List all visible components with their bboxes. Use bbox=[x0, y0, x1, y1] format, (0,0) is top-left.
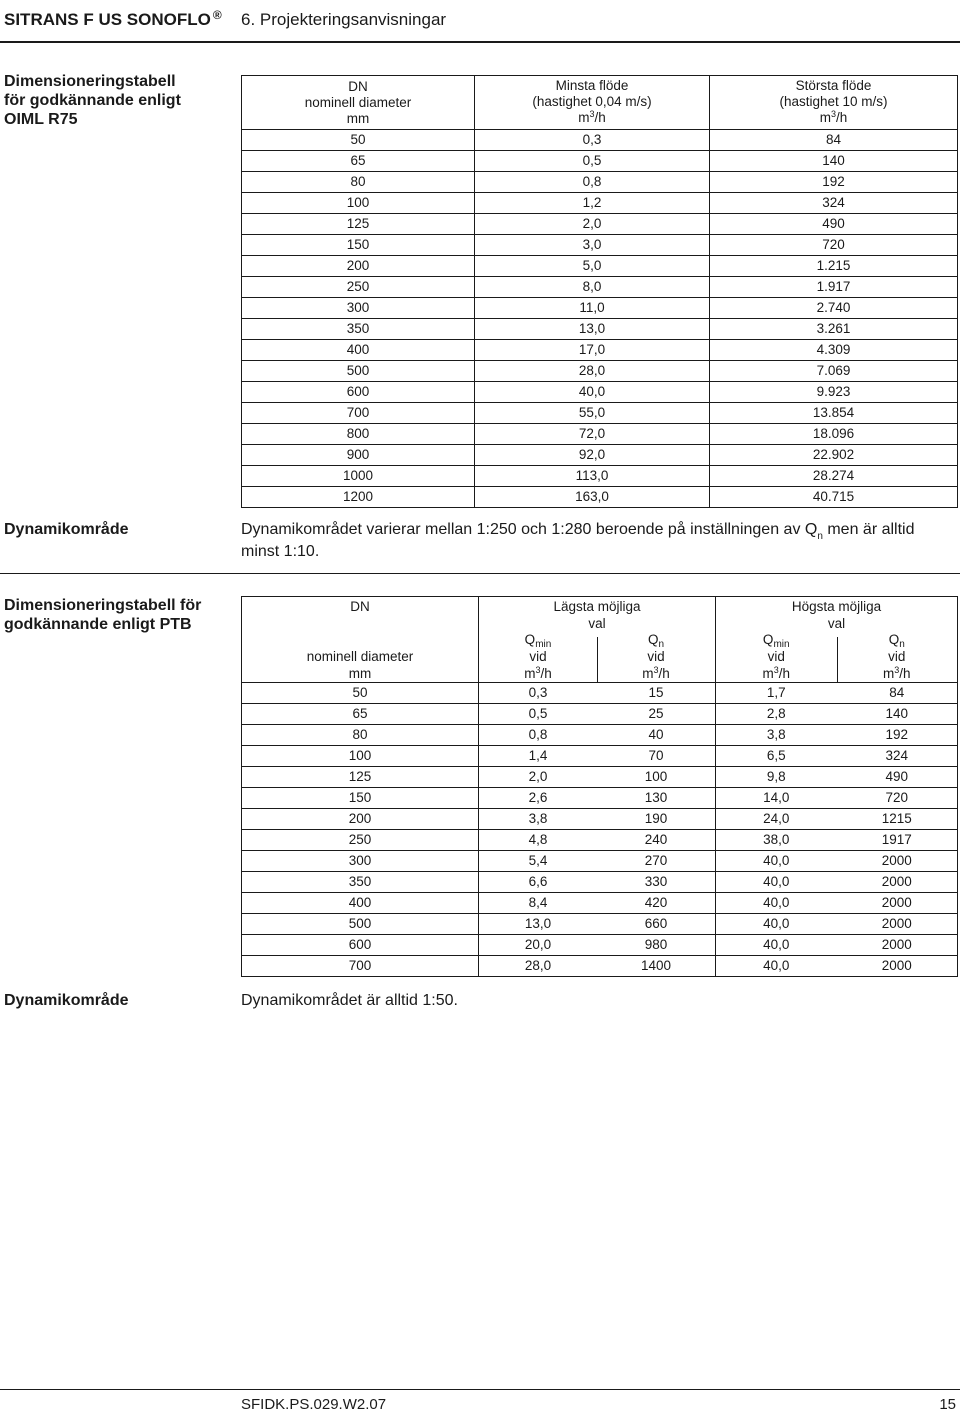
oiml-label-line: Dimensioneringstabell bbox=[4, 73, 176, 90]
qmin-header: $Q_{min}$ bbox=[524, 632, 552, 650]
header-line: nominell diameter bbox=[306, 649, 414, 664]
qmin-value: 38,0 bbox=[763, 832, 790, 847]
dn-cell: 400 bbox=[242, 893, 479, 914]
qn-value: 84 bbox=[889, 685, 905, 700]
qn-value: 980 bbox=[644, 937, 668, 952]
min-flow-cell: 2,0 bbox=[475, 214, 710, 235]
header-line: DN bbox=[348, 78, 368, 94]
qn-value: 1400 bbox=[640, 958, 672, 973]
min-flow-cell: 113,0 bbox=[475, 466, 710, 487]
qmin-value: 40,0 bbox=[763, 937, 790, 952]
lowest-values-cell bbox=[479, 704, 716, 725]
qn-value: 2000 bbox=[881, 937, 912, 952]
max-flow-cell: 40.715 bbox=[710, 487, 958, 508]
dn-cell: 125 bbox=[242, 214, 475, 235]
header-line: mm bbox=[346, 110, 370, 126]
lowest-value-header-cell bbox=[479, 597, 716, 683]
dn-cell: 500 bbox=[242, 914, 479, 935]
highest-values-cell bbox=[716, 767, 958, 788]
qn-value: 15 bbox=[648, 685, 664, 700]
qn-value: 130 bbox=[644, 790, 668, 805]
table-row bbox=[242, 683, 958, 704]
ptb-table bbox=[241, 596, 958, 977]
max-flow-cell: 28.274 bbox=[710, 466, 958, 487]
highest-values-cell bbox=[716, 914, 958, 935]
qn-value: 1215 bbox=[881, 811, 912, 826]
qmin-value: 5,4 bbox=[528, 853, 548, 868]
qmin-value: 2,0 bbox=[528, 769, 548, 784]
qn-value: 490 bbox=[885, 769, 909, 784]
oiml-section-label bbox=[4, 72, 181, 129]
table-row bbox=[242, 956, 958, 977]
unit-line: $m^3/h$ bbox=[882, 665, 911, 681]
lowest-values-cell bbox=[479, 935, 716, 956]
min-flow-cell: 5,0 bbox=[475, 256, 710, 277]
table-row bbox=[242, 767, 958, 788]
header-line: val bbox=[588, 616, 606, 631]
dn-cell: 1000 bbox=[242, 466, 475, 487]
min-flow-cell: 0,3 bbox=[475, 130, 710, 151]
dn-cell: 250 bbox=[242, 830, 479, 851]
highest-values-cell bbox=[716, 935, 958, 956]
table-row bbox=[242, 298, 958, 319]
table-row bbox=[242, 704, 958, 725]
dn-cell: 65 bbox=[242, 704, 479, 725]
qmin-value: 0,3 bbox=[528, 685, 548, 700]
dn-cell: 700 bbox=[242, 403, 475, 424]
registered-mark: ® bbox=[212, 8, 222, 22]
highest-values-cell bbox=[716, 956, 958, 977]
table-row bbox=[242, 319, 958, 340]
max-flow-cell: 9.923 bbox=[710, 382, 958, 403]
lowest-values-cell bbox=[479, 872, 716, 893]
unit-line: $m^3/h$ bbox=[524, 665, 552, 681]
dn-cell: 900 bbox=[242, 445, 475, 466]
max-flow-cell: 84 bbox=[710, 130, 958, 151]
dn-cell: 700 bbox=[242, 956, 479, 977]
min-flow-cell: 72,0 bbox=[475, 424, 710, 445]
table-row bbox=[242, 725, 958, 746]
oiml-label-line: OIML R75 bbox=[4, 111, 78, 128]
dn-cell: 400 bbox=[242, 340, 475, 361]
highest-value-header-cell bbox=[716, 597, 958, 683]
highest-values-cell bbox=[716, 830, 958, 851]
dn-cell: 80 bbox=[242, 172, 475, 193]
qn-value: 40 bbox=[648, 727, 664, 742]
table-row bbox=[242, 893, 958, 914]
dn-cell: 100 bbox=[242, 193, 475, 214]
qmin-value: 9,8 bbox=[766, 769, 786, 784]
qn-value: 2000 bbox=[881, 874, 912, 889]
dn-cell: 500 bbox=[242, 361, 475, 382]
max-flow-cell: 1.917 bbox=[710, 277, 958, 298]
dn-cell: 350 bbox=[242, 872, 479, 893]
qn-value: 140 bbox=[885, 706, 909, 721]
table-row bbox=[242, 851, 958, 872]
qmin-value: 0,8 bbox=[528, 727, 548, 742]
header-line: vid bbox=[647, 649, 665, 664]
unit-line: $m^3/h$ bbox=[642, 665, 670, 681]
header-line: (hastighet 0,04 m/s) bbox=[532, 94, 652, 109]
table-row bbox=[242, 466, 958, 487]
lowest-values-cell bbox=[479, 746, 716, 767]
min-flow-cell: 11,0 bbox=[475, 298, 710, 319]
table-row bbox=[242, 487, 958, 508]
highest-values-cell bbox=[716, 683, 958, 704]
lowest-values-cell bbox=[479, 914, 716, 935]
qn-value: 270 bbox=[644, 853, 668, 868]
highest-values-cell bbox=[716, 746, 958, 767]
footer-divider bbox=[0, 1389, 960, 1390]
header-line: mm bbox=[348, 666, 372, 681]
dn-cell: 200 bbox=[242, 809, 479, 830]
qn-value: 660 bbox=[644, 916, 668, 931]
qn-value: 720 bbox=[885, 790, 909, 805]
header-line: nominell diameter bbox=[304, 94, 412, 110]
ptb-label-line: godkännande enligt PTB bbox=[4, 616, 192, 633]
qn-value: 240 bbox=[644, 832, 668, 847]
dn-cell: 50 bbox=[242, 130, 475, 151]
dn-cell: 65 bbox=[242, 151, 475, 172]
qmin-header: $Q_{min}$ bbox=[762, 632, 790, 650]
table-row bbox=[242, 445, 958, 466]
qmin-value: 8,4 bbox=[528, 895, 548, 910]
max-flow-cell: 192 bbox=[710, 172, 958, 193]
max-flow-cell: 140 bbox=[710, 151, 958, 172]
qmin-value: 1,4 bbox=[528, 748, 548, 763]
qn-header: $Q_n$ bbox=[647, 632, 665, 650]
table-row bbox=[242, 424, 958, 445]
qn-value: 2000 bbox=[881, 853, 912, 868]
dynamic-range-text bbox=[241, 520, 957, 562]
qmin-value: 6,5 bbox=[766, 748, 786, 763]
qmin-value: 14,0 bbox=[763, 790, 790, 805]
min-flow-cell: 0,8 bbox=[475, 172, 710, 193]
oiml-label-line: för godkännande enligt bbox=[4, 92, 181, 109]
table-header-row bbox=[242, 597, 958, 683]
dn-cell: 600 bbox=[242, 935, 479, 956]
dn-cell: 800 bbox=[242, 424, 475, 445]
dn-cell: 150 bbox=[242, 235, 475, 256]
header-divider bbox=[0, 41, 960, 43]
header-line: vid bbox=[767, 649, 785, 664]
document-code: SFIDK.PS.029.W2.07 bbox=[241, 1396, 387, 1413]
header-line: Högsta möjliga bbox=[791, 599, 882, 614]
lowest-values-cell bbox=[479, 809, 716, 830]
dn-header-cell bbox=[242, 76, 475, 130]
ptb-label-line: Dimensioneringstabell för bbox=[4, 597, 202, 614]
lowest-values-cell bbox=[479, 683, 716, 704]
qn-value: 2000 bbox=[881, 958, 912, 973]
table-row bbox=[242, 193, 958, 214]
dynamic-range-text-2: Dynamikområdet är alltid 1:50. bbox=[241, 992, 458, 1009]
dn-cell: 350 bbox=[242, 319, 475, 340]
qmin-value: 40,0 bbox=[763, 916, 790, 931]
qmin-value: 40,0 bbox=[763, 895, 790, 910]
max-flow-cell: 720 bbox=[710, 235, 958, 256]
header-line: Minsta flöde bbox=[555, 78, 629, 93]
dn-cell: 100 bbox=[242, 746, 479, 767]
min-flow-header-cell bbox=[475, 76, 710, 130]
dn-cell: 200 bbox=[242, 256, 475, 277]
qn-value: 324 bbox=[885, 748, 909, 763]
table-row bbox=[242, 172, 958, 193]
max-flow-cell: 4.309 bbox=[710, 340, 958, 361]
header-line: Lägsta möjliga bbox=[553, 599, 641, 614]
qn-value: 25 bbox=[648, 706, 664, 721]
qmin-value: 20,0 bbox=[524, 937, 552, 952]
min-flow-cell: 17,0 bbox=[475, 340, 710, 361]
min-flow-cell: 1,2 bbox=[475, 193, 710, 214]
dn-cell: 1200 bbox=[242, 487, 475, 508]
dynamic-range-label-2: Dynamikområde bbox=[4, 992, 129, 1009]
min-flow-cell: 0,5 bbox=[475, 151, 710, 172]
qn-value: 2000 bbox=[881, 895, 912, 910]
lowest-values-cell bbox=[479, 725, 716, 746]
lowest-values-cell bbox=[479, 893, 716, 914]
header-line: DN bbox=[350, 599, 370, 614]
table-row bbox=[242, 130, 958, 151]
min-flow-cell: 163,0 bbox=[475, 487, 710, 508]
max-flow-header-cell bbox=[710, 76, 958, 130]
min-flow-cell: 92,0 bbox=[475, 445, 710, 466]
qn-value: 190 bbox=[644, 811, 668, 826]
highest-values-cell bbox=[716, 851, 958, 872]
qmin-value: 1,7 bbox=[766, 685, 786, 700]
dn-cell: 80 bbox=[242, 725, 479, 746]
table-row bbox=[242, 746, 958, 767]
lowest-values-cell bbox=[479, 767, 716, 788]
lowest-values-cell bbox=[479, 830, 716, 851]
qn-value: 420 bbox=[644, 895, 668, 910]
min-flow-cell: 13,0 bbox=[475, 319, 710, 340]
table-row bbox=[242, 830, 958, 851]
min-flow-cell: 3,0 bbox=[475, 235, 710, 256]
header-line: val bbox=[827, 616, 846, 631]
qmin-value: 13,0 bbox=[524, 916, 552, 931]
highest-values-cell bbox=[716, 725, 958, 746]
dn-cell: 600 bbox=[242, 382, 475, 403]
table-header-row bbox=[242, 76, 958, 130]
dn-cell: 300 bbox=[242, 851, 479, 872]
table-row bbox=[242, 151, 958, 172]
qmin-value: 40,0 bbox=[763, 874, 790, 889]
qmin-value: 40,0 bbox=[763, 853, 790, 868]
header-line: vid bbox=[529, 649, 547, 664]
oiml-table bbox=[241, 75, 958, 508]
table-row bbox=[242, 277, 958, 298]
qn-header: $Q_n$ bbox=[888, 632, 905, 650]
dynamic-range-line2: minst 1:10. bbox=[241, 543, 320, 560]
qmin-value: 4,8 bbox=[528, 832, 548, 847]
max-flow-cell: 324 bbox=[710, 193, 958, 214]
product-name: SITRANS F US SONOFLO ® bbox=[4, 8, 222, 29]
qn-value: 192 bbox=[885, 727, 909, 742]
min-flow-cell: 55,0 bbox=[475, 403, 710, 424]
unit-line: $m^3/h$ bbox=[819, 109, 848, 125]
table-row bbox=[242, 935, 958, 956]
qmin-value: 0,5 bbox=[528, 706, 548, 721]
max-flow-cell: 18.096 bbox=[710, 424, 958, 445]
table-row bbox=[242, 235, 958, 256]
qn-value: 2000 bbox=[881, 916, 912, 931]
dn-cell: 50 bbox=[242, 683, 479, 704]
qmin-value: 3,8 bbox=[766, 727, 786, 742]
max-flow-cell: 2.740 bbox=[710, 298, 958, 319]
chapter-title: 6. Projekteringsanvisningar bbox=[241, 10, 447, 29]
table-row bbox=[242, 788, 958, 809]
header-line: vid bbox=[888, 649, 906, 664]
qn-value: 100 bbox=[644, 769, 668, 784]
max-flow-cell: 3.261 bbox=[710, 319, 958, 340]
min-flow-cell: 28,0 bbox=[475, 361, 710, 382]
table-row bbox=[242, 214, 958, 235]
qn-value: 1917 bbox=[881, 832, 912, 847]
qmin-value: 28,0 bbox=[524, 958, 552, 973]
qmin-value: 3,8 bbox=[528, 811, 548, 826]
lowest-values-cell bbox=[479, 851, 716, 872]
qmin-value: 2,6 bbox=[528, 790, 548, 805]
min-flow-cell: 8,0 bbox=[475, 277, 710, 298]
table-row bbox=[242, 256, 958, 277]
unit-line: $m^3/h$ bbox=[578, 109, 606, 125]
min-flow-cell: 40,0 bbox=[475, 382, 710, 403]
table-row bbox=[242, 361, 958, 382]
page-number: 15 bbox=[939, 1396, 956, 1413]
max-flow-cell: 22.902 bbox=[710, 445, 958, 466]
qn-value: 70 bbox=[648, 748, 664, 763]
highest-values-cell bbox=[716, 872, 958, 893]
lowest-values-cell bbox=[479, 788, 716, 809]
dn-header-cell bbox=[242, 597, 479, 683]
lowest-values-cell bbox=[479, 956, 716, 977]
qmin-value: 6,6 bbox=[528, 874, 548, 889]
table-row bbox=[242, 872, 958, 893]
max-flow-cell: 490 bbox=[710, 214, 958, 235]
max-flow-cell: 13.854 bbox=[710, 403, 958, 424]
page-header bbox=[0, 10, 960, 32]
highest-values-cell bbox=[716, 788, 958, 809]
ptb-section-label bbox=[4, 596, 201, 634]
dynamic-range-line1: Dynamikområdet varierar mellan 1:250 och 1:280 beroende på inställningen av $Q_n$ men är alltid bbox=[241, 521, 915, 542]
header-line: (hastighet 10 m/s) bbox=[779, 94, 888, 109]
table-row bbox=[242, 809, 958, 830]
highest-values-cell bbox=[716, 893, 958, 914]
qmin-value: 40,0 bbox=[763, 958, 790, 973]
table-row bbox=[242, 340, 958, 361]
header-line: Största flöde bbox=[795, 78, 872, 93]
qmin-value: 24,0 bbox=[763, 811, 790, 826]
dn-cell: 150 bbox=[242, 788, 479, 809]
highest-values-cell bbox=[716, 704, 958, 725]
highest-values-cell bbox=[716, 809, 958, 830]
max-flow-cell: 1.215 bbox=[710, 256, 958, 277]
dn-cell: 250 bbox=[242, 277, 475, 298]
qmin-value: 2,8 bbox=[766, 706, 786, 721]
dn-cell: 300 bbox=[242, 298, 475, 319]
dn-cell: 125 bbox=[242, 767, 479, 788]
table-row bbox=[242, 914, 958, 935]
section-divider bbox=[0, 573, 960, 574]
table-row bbox=[242, 403, 958, 424]
table-row bbox=[242, 382, 958, 403]
unit-line: $m^3/h$ bbox=[762, 665, 791, 681]
max-flow-cell: 7.069 bbox=[710, 361, 958, 382]
dynamic-range-label: Dynamikområde bbox=[4, 521, 129, 538]
qn-value: 330 bbox=[644, 874, 668, 889]
